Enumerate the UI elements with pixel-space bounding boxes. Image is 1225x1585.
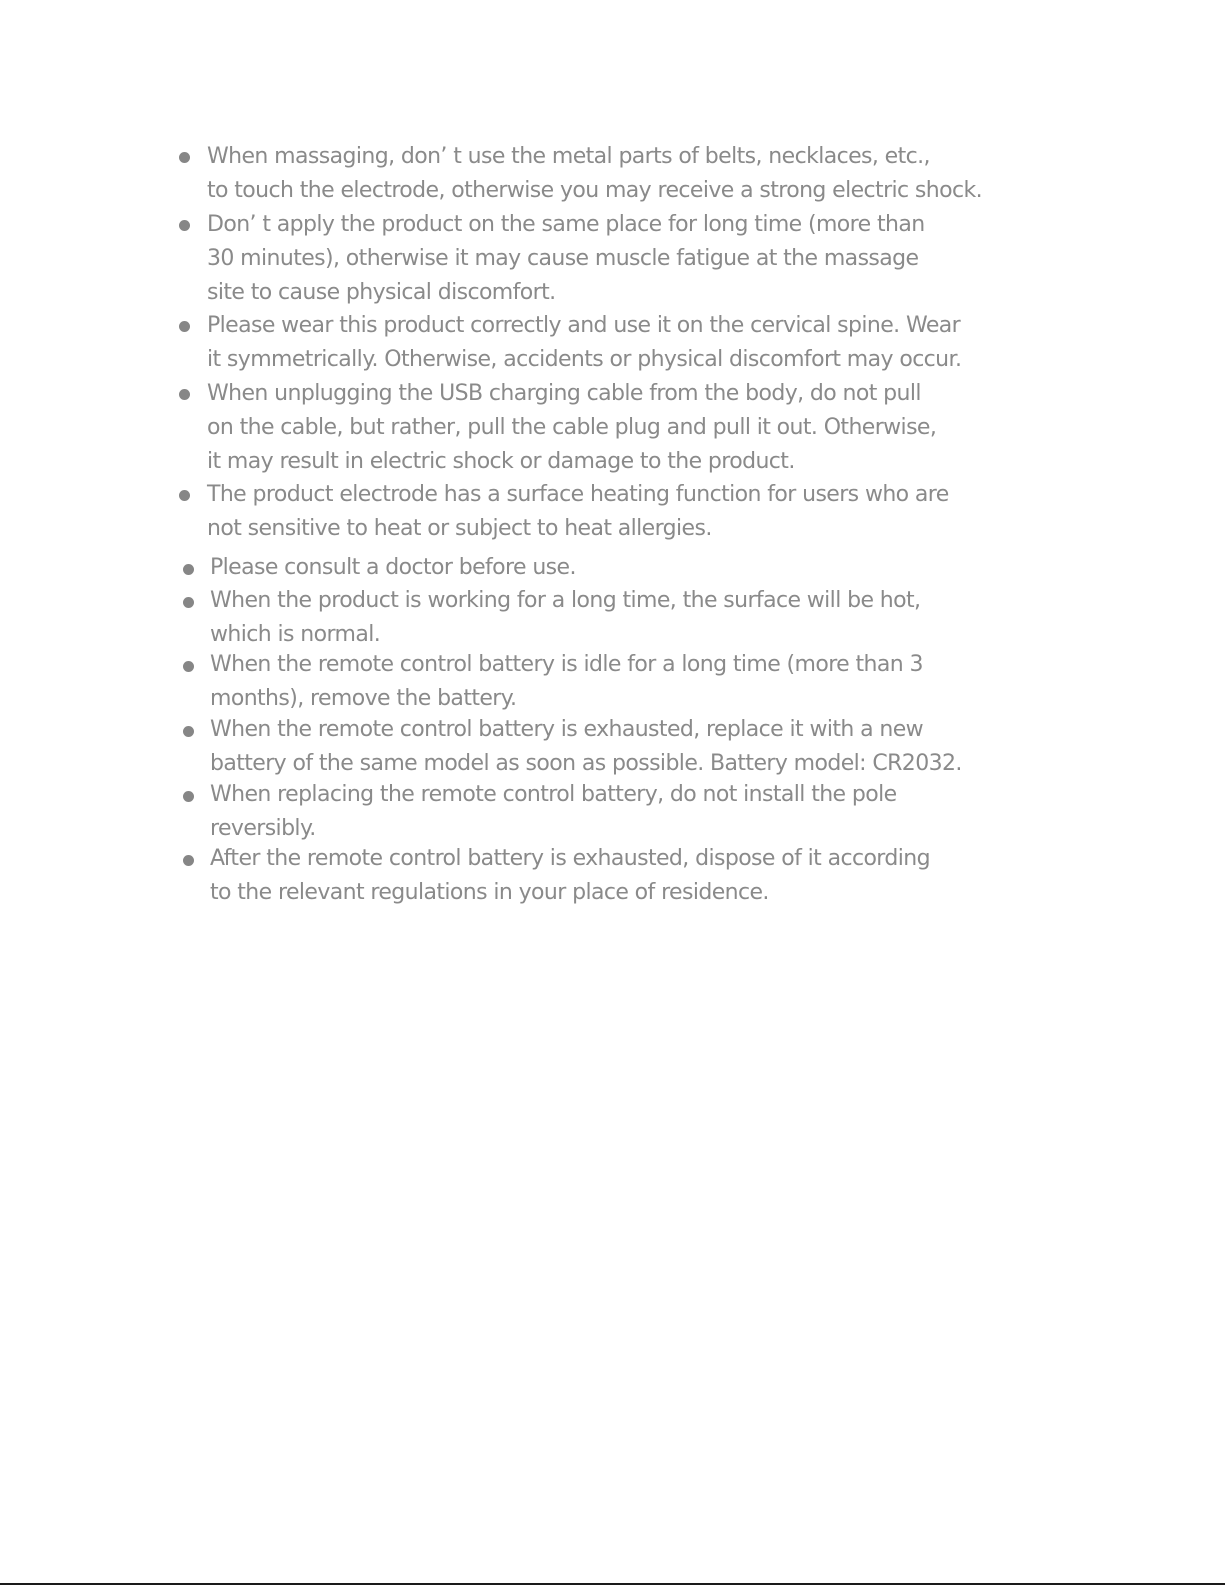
list-item-text: After the remote control battery is exhausted, dispose of it according to the relevant regulations in your place of residence.: [210, 846, 930, 905]
list-item-text: When replacing the remote control battery, do not install the pole reversibly.: [210, 782, 897, 841]
bullet-icon: [183, 791, 194, 802]
bullet-icon: [183, 855, 194, 866]
bullet-icon: [183, 661, 194, 672]
list-item-text: When the product is working for a long time, the surface will be hot, which is normal.: [210, 588, 921, 647]
list-item-text: When the remote control battery is exhausted, replace it with a new battery of the same model as soon as possible. Battery model: CR2032.: [210, 717, 962, 776]
list-item-text: Please wear this product correctly and use it on the cervical spine. Wear it symmetrically. Otherwise, accidents or physical discomfort may occur.: [207, 313, 962, 372]
bullet-icon: [179, 389, 190, 400]
list-item-text: Don’ t apply the product on the same place for long time (more than 30 minutes), otherwise it may cause muscle fatigue at the massage site to cause physical discomfort.: [207, 212, 925, 305]
bullet-icon: [183, 597, 194, 608]
bullet-icon: [179, 321, 190, 332]
list-item-text: The product electrode has a surface heating function for users who are not sensitive to heat or subject to heat allergies.: [207, 482, 949, 541]
bullet-icon: [179, 220, 190, 231]
bullet-icon: [183, 564, 194, 575]
list-item-text: When the remote control battery is idle for a long time (more than 3 months), remove the battery.: [210, 652, 923, 711]
bullet-icon: [179, 152, 190, 163]
bullet-icon: [179, 490, 190, 501]
list-item-text: When unplugging the USB charging cable from the body, do not pull on the cable, but rather, pull the cable plug and pull it out. Otherwise, it may result in electric shock or damage to the product.: [207, 381, 937, 474]
list-item-text: Please consult a doctor before use.: [210, 555, 576, 580]
bullet-icon: [183, 726, 194, 737]
list-item-text: When massaging, don’ t use the metal parts of belts, necklaces, etc., to touch the electrode, otherwise you may receive a strong electric shock.: [207, 144, 983, 203]
